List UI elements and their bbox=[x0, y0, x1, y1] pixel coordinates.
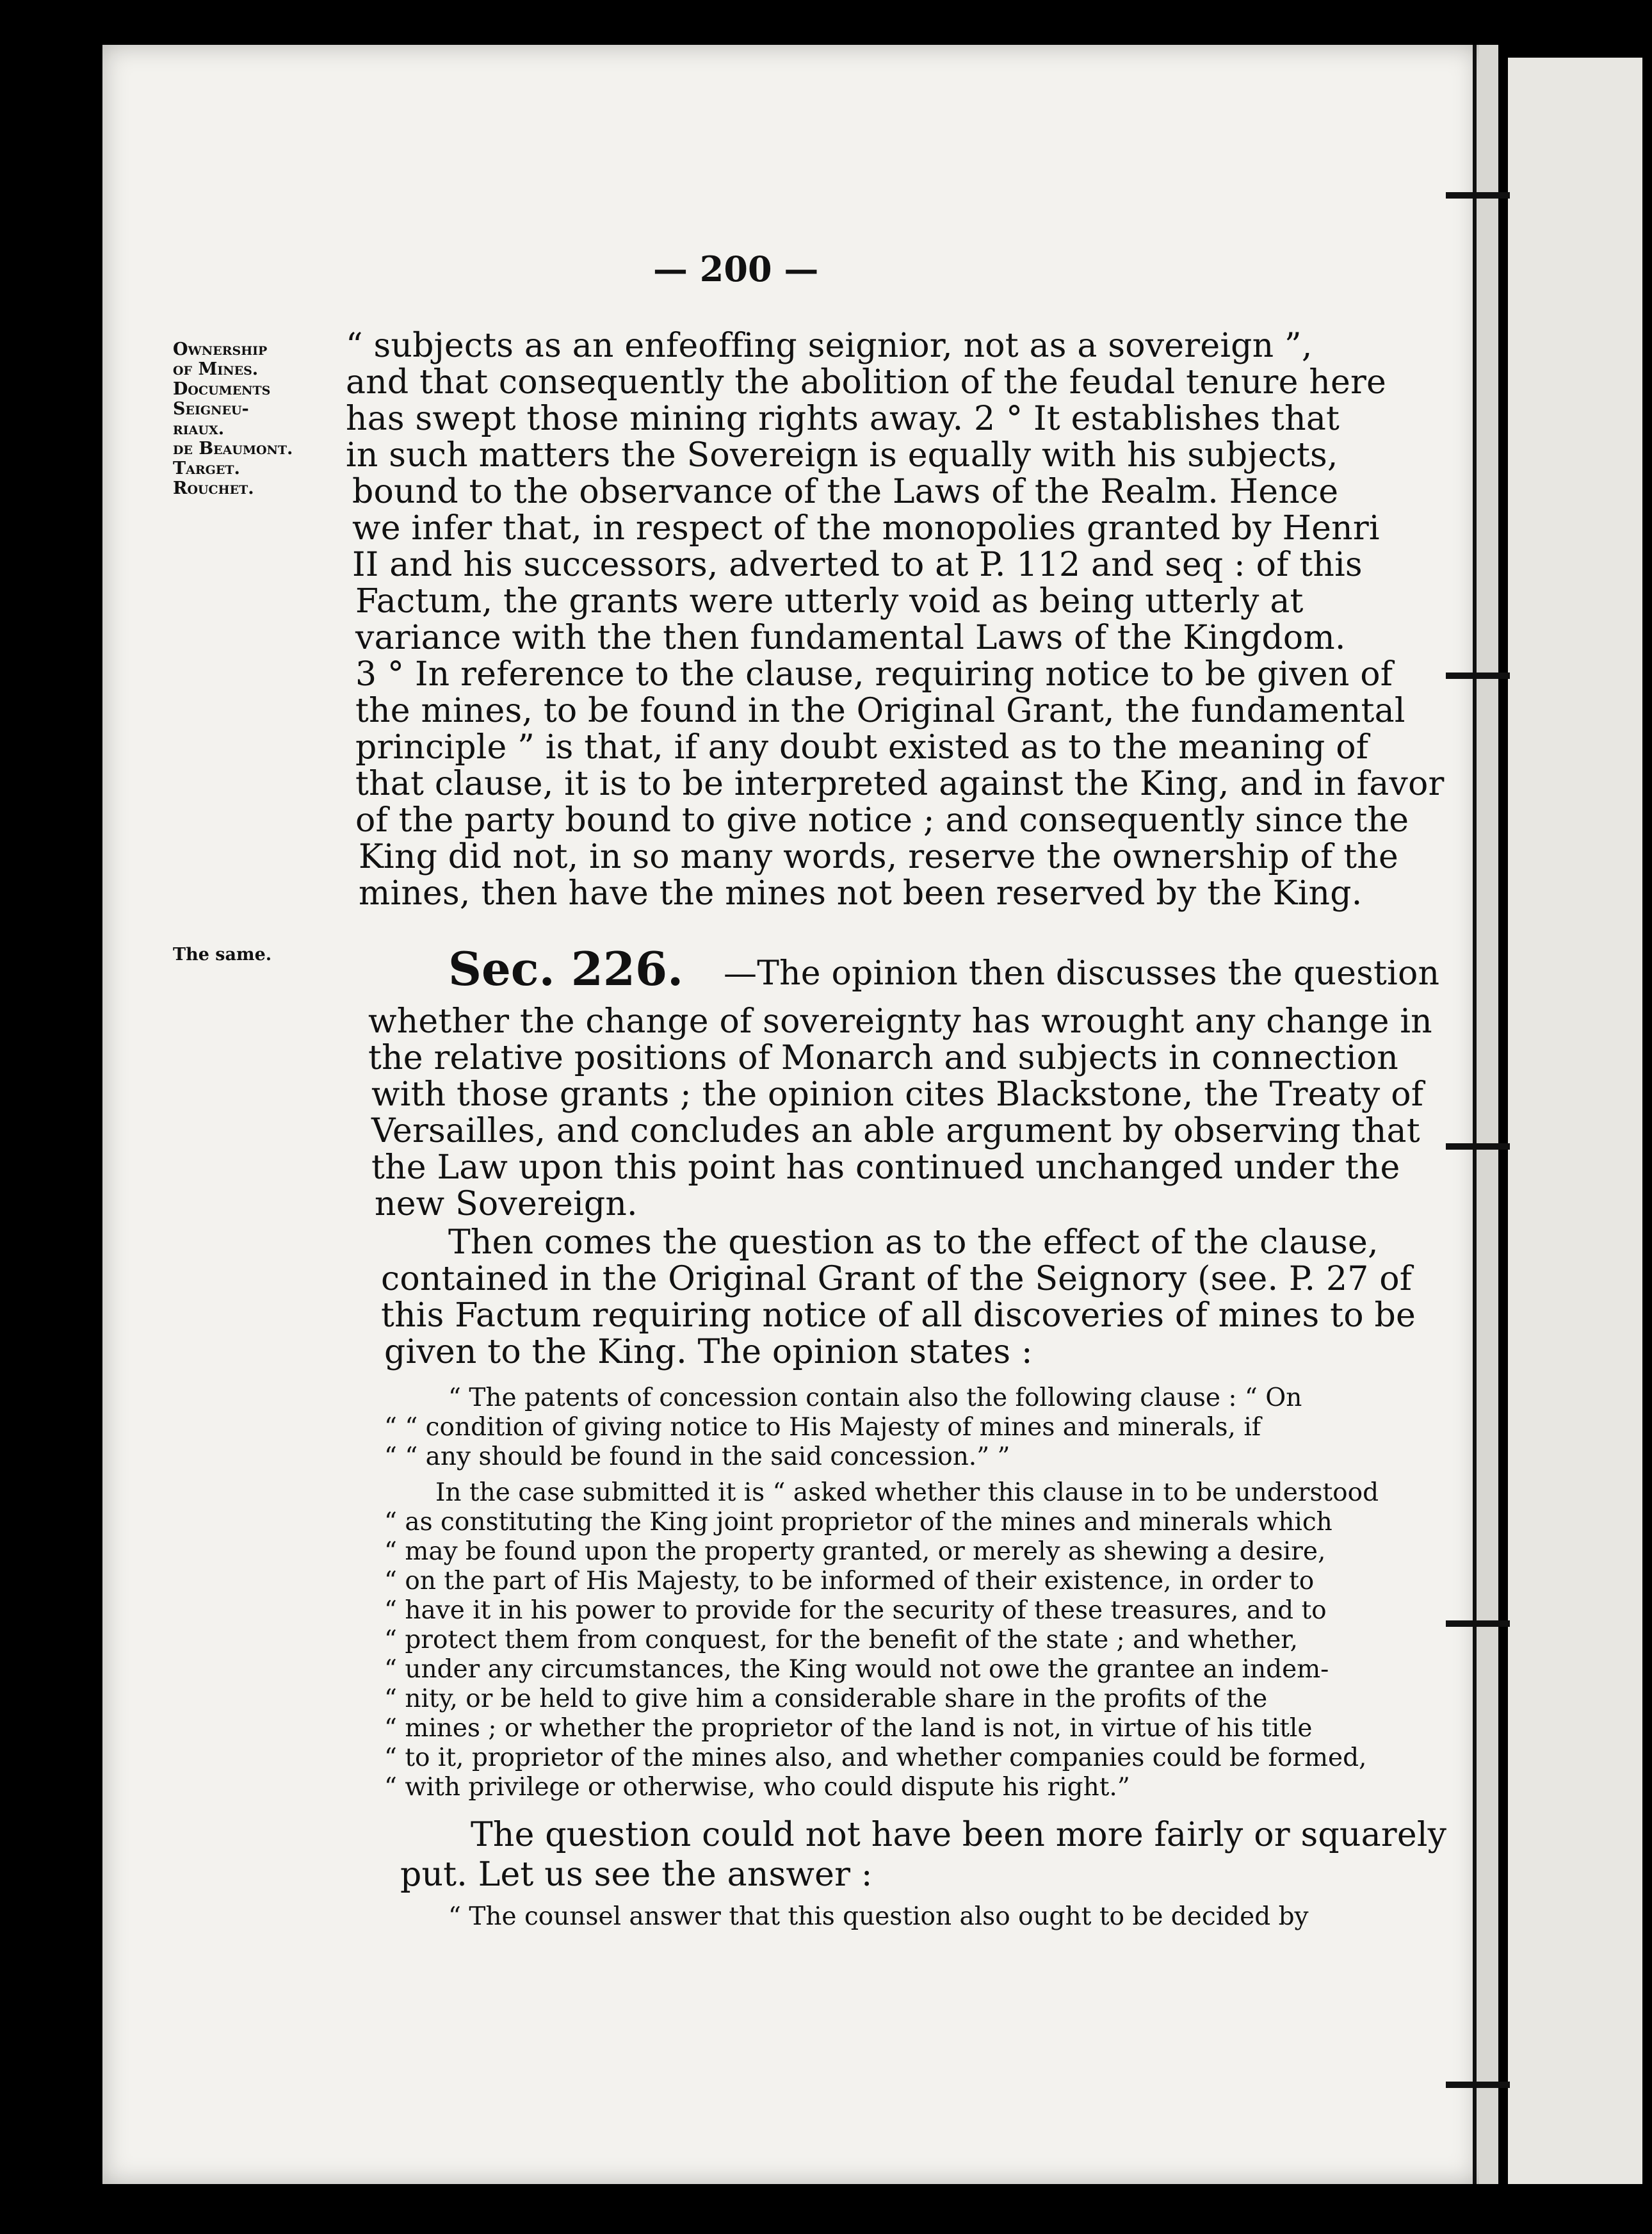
quote-line: “ under any circumstances, the King would not owe the grantee an indem- bbox=[384, 1655, 1329, 1684]
quote-line: “ to it, proprietor of the mines also, and whether companies could be formed, bbox=[384, 1743, 1367, 1772]
margin-note-line: Target. bbox=[173, 459, 240, 478]
body-line: The question could not have been more fairly or squarely bbox=[471, 1816, 1447, 1854]
quote-line: “ with privilege or otherwise, who could dispute his right.” bbox=[384, 1773, 1130, 1802]
body-line: mines, then have the mines not been reserved by the King. bbox=[359, 874, 1363, 913]
body-line: variance with the then fundamental Laws of the Kingdom. bbox=[355, 619, 1346, 657]
quote-line: “ as constituting the King joint proprietor of the mines and minerals which bbox=[384, 1508, 1332, 1537]
binding-stitch bbox=[1446, 2082, 1510, 2088]
margin-note-line: riaux. bbox=[173, 419, 225, 439]
body-line: principle ” is that, if any doubt existed as to the meaning of bbox=[355, 728, 1369, 767]
page-number: — 200 — bbox=[653, 249, 819, 289]
body-line: Then comes the question as to the effect of the clause, bbox=[448, 1223, 1379, 1262]
body-line: this Factum requiring notice of all discoveries of mines to be bbox=[381, 1296, 1416, 1335]
body-line: new Sovereign. bbox=[375, 1185, 638, 1223]
quote-line: “ have it in his power to provide for the security of these treasures, and to bbox=[384, 1596, 1327, 1625]
binding-edge bbox=[1473, 45, 1477, 2184]
body-line: that clause, it is to be interpreted against the King, and in favor bbox=[355, 765, 1445, 803]
quote-line: “ protect them from conquest, for the benefit of the state ; and whether, bbox=[384, 1626, 1299, 1654]
body-line: Versailles, and concludes an able argument by observing that bbox=[371, 1112, 1420, 1150]
margin-note-line: de Beaumont. bbox=[173, 439, 293, 459]
body-line: —The opinion then discusses the question bbox=[724, 954, 1440, 993]
adjacent-page-strip bbox=[1508, 58, 1642, 2184]
quote-line: “ The counsel answer that this question also ought to be decided by bbox=[448, 1902, 1309, 1931]
body-line: and that consequently the abolition of the feudal tenure here bbox=[346, 363, 1387, 402]
binding-stitch bbox=[1446, 673, 1510, 679]
body-line: the mines, to be found in the Original Grant, the fundamental bbox=[355, 692, 1405, 730]
body-line: 3 ° In reference to the clause, requiring notice to be given of bbox=[355, 655, 1393, 694]
body-line: the Law upon this point has continued unchanged under the bbox=[371, 1148, 1400, 1187]
body-line: whether the change of sovereignty has wrought any change in bbox=[368, 1002, 1432, 1041]
quote-line: “ “ any should be found in the said concession.” ” bbox=[384, 1442, 1010, 1471]
margin-note-line: Documents bbox=[173, 379, 271, 399]
body-line: “ subjects as an enfeoffing seignior, not as a sovereign ”, bbox=[346, 327, 1313, 365]
body-line: bound to the observance of the Laws of the Realm. Hence bbox=[352, 473, 1339, 511]
quote-line: “ mines ; or whether the proprietor of the land is not, in virtue of his title bbox=[384, 1714, 1313, 1743]
body-line: Factum, the grants were utterly void as being utterly at bbox=[355, 582, 1304, 621]
quote-line: In the case submitted it is “ asked whether this clause in to be understood bbox=[435, 1478, 1379, 1507]
body-line: King did not, in so many words, reserve the ownership of the bbox=[359, 838, 1398, 876]
margin-note-the-same: The same. bbox=[173, 945, 272, 965]
margin-note-ownership bbox=[173, 339, 293, 498]
body-line: put. Let us see the answer : bbox=[400, 1855, 873, 1894]
body-line: II and his successors, adverted to at P. 112 and seq : of this bbox=[352, 546, 1363, 584]
body-line: given to the King. The opinion states : bbox=[384, 1333, 1033, 1371]
body-line: has swept those mining rights away. 2 ° It establishes that bbox=[346, 400, 1340, 438]
quote-line: “ may be found upon the property granted, or merely as shewing a desire, bbox=[384, 1537, 1326, 1566]
quote-line: “ The patents of concession contain also the following clause : “ On bbox=[448, 1383, 1302, 1412]
margin-note-line: Ownership bbox=[173, 339, 268, 359]
margin-note-line: of Mines. bbox=[173, 359, 259, 379]
binding-stitch bbox=[1446, 192, 1510, 199]
binding-stitch bbox=[1446, 1620, 1510, 1627]
margin-note-line: Rouchet. bbox=[173, 478, 254, 498]
page-edge bbox=[1479, 45, 1498, 2184]
quote-line: “ on the part of His Majesty, to be informed of their existence, in order to bbox=[384, 1567, 1315, 1595]
body-line: with those grants ; the opinion cites Blackstone, the Treaty of bbox=[371, 1075, 1424, 1114]
binding-stitch bbox=[1446, 1143, 1510, 1150]
body-line: the relative positions of Monarch and subjects in connection bbox=[368, 1039, 1398, 1077]
section-heading: Sec. 226. bbox=[448, 942, 684, 996]
margin-note-line: Seigneu- bbox=[173, 399, 249, 419]
body-line: of the party bound to give notice ; and consequently since the bbox=[355, 801, 1409, 840]
body-line: contained in the Original Grant of the Seignory (see. P. 27 of bbox=[381, 1260, 1413, 1298]
body-line: we infer that, in respect of the monopolies granted by Henri bbox=[352, 509, 1380, 548]
body-line: in such matters the Sovereign is equally with his subjects, bbox=[346, 436, 1338, 475]
quote-line: “ nity, or be held to give him a considerable share in the profits of the bbox=[384, 1684, 1268, 1713]
quote-line: “ “ condition of giving notice to His Majesty of mines and minerals, if bbox=[384, 1413, 1261, 1442]
